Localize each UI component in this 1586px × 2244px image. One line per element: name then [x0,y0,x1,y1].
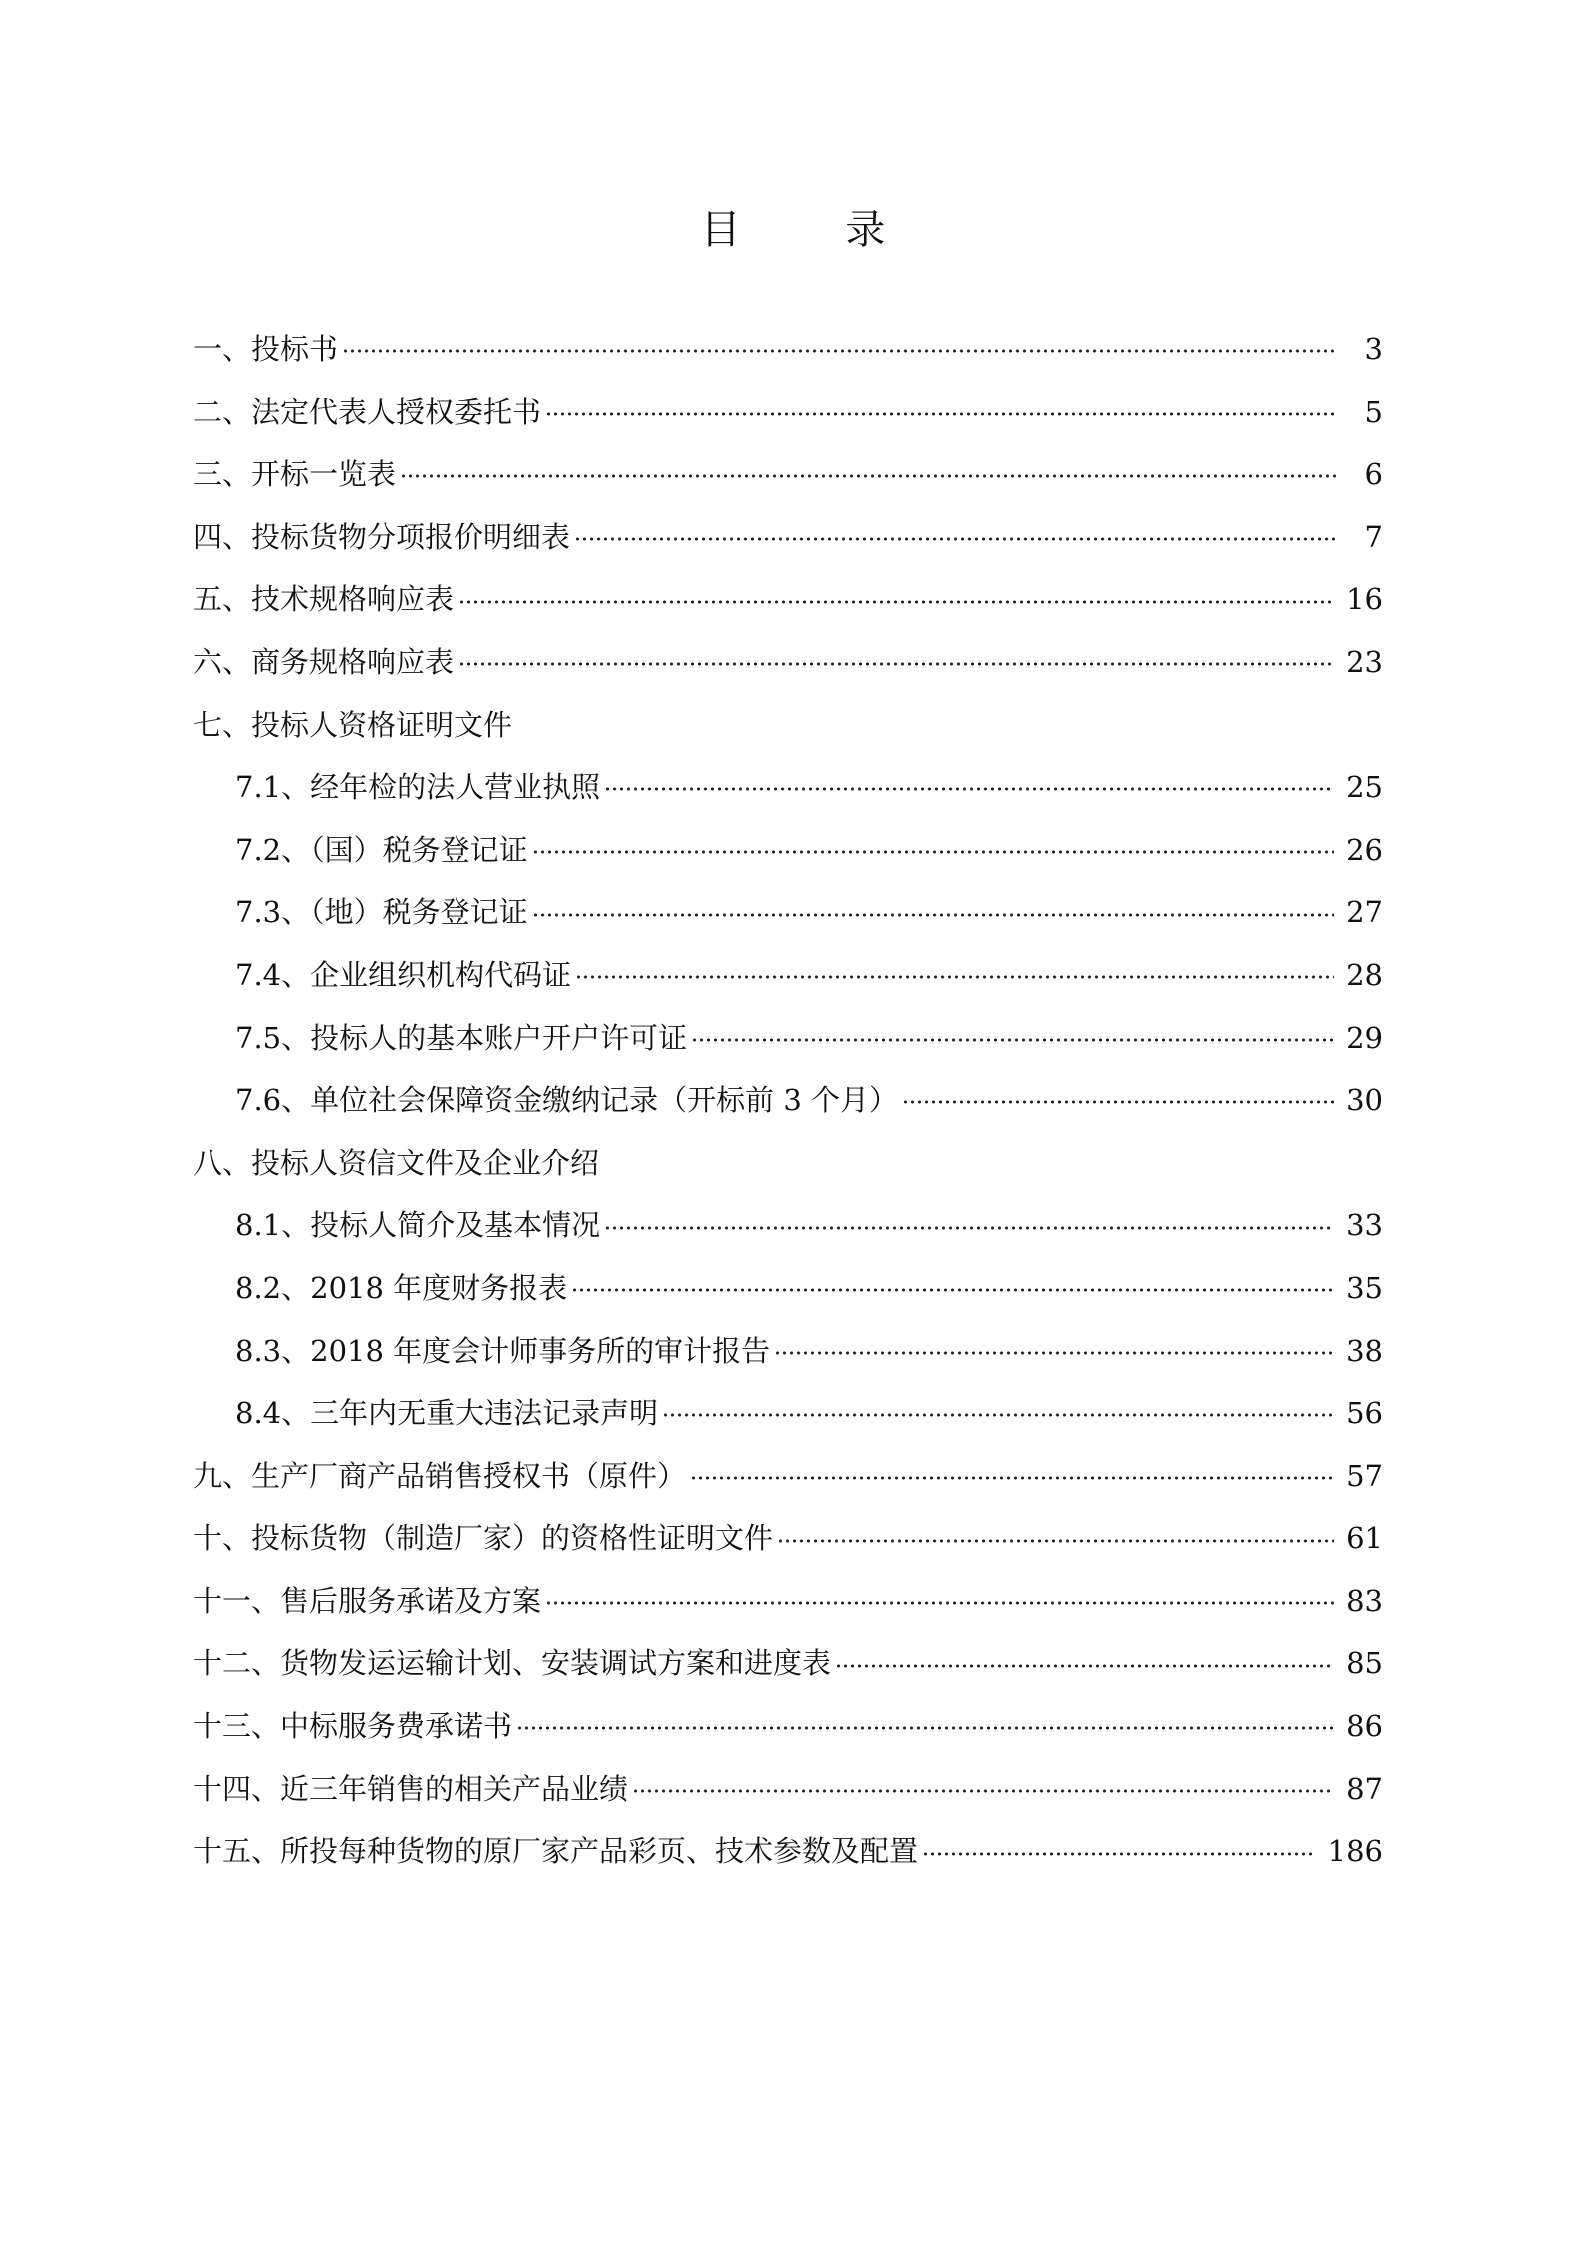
toc-entry[interactable] [193,944,1383,1007]
toc-dot-leader [575,975,1334,979]
toc-entry-label: 8.1、投标人简介及基本情况 [235,1208,601,1243]
toc-dot-leader [691,1038,1334,1042]
toc-entry-label: 一、投标书 [193,332,339,366]
toc-dot-leader [774,1351,1334,1355]
toc-entry-page-number: 30 [1346,1083,1383,1118]
toc-entry[interactable] [193,1007,1383,1070]
toc-entry-page-number: 85 [1346,1646,1383,1681]
toc-entry-label: 十、投标货物（制造厂家）的资格性证明文件 [193,1521,774,1556]
toc-dot-leader [574,537,1337,541]
toc-entry[interactable] [193,1382,1383,1445]
toc-entry[interactable] [193,1257,1383,1320]
toc-entry-page-number: 26 [1346,832,1383,867]
toc-entry[interactable] [193,1507,1383,1570]
toc-entry[interactable] [193,443,1383,506]
toc-dot-leader [342,349,1337,353]
toc-dot-leader [400,474,1337,478]
toc-entry-page-number: 25 [1346,770,1383,805]
toc-entry-label: 七、投标人资格证明文件 [193,707,513,742]
toc-entry-page-number: 5 [1364,394,1383,429]
toc-entry-label: 7.4、企业组织机构代码证 [235,957,572,992]
toc-entry-label: 四、投标货物分项报价明细表 [193,519,571,554]
toc-entry-page-number: 35 [1346,1270,1383,1305]
toc-dot-leader [516,1726,1334,1730]
toc-entry-label: 7.1、经年检的法人营业执照 [235,770,601,805]
toc-entry[interactable] [193,631,1383,694]
toc-entry-page-number: 7 [1364,519,1383,554]
toc-entry-label: 十五、所投每种货物的原厂家产品彩页、技术参数及配置 [193,1834,919,1869]
toc-section-heading[interactable] [193,1132,1383,1195]
toc-entry-page-number: 3 [1364,332,1383,366]
toc-entry-label: 五、技术规格响应表 [193,582,455,617]
toc-entry[interactable] [193,756,1383,819]
toc-entry-page-number: 23 [1346,644,1383,679]
toc-entry[interactable] [193,318,1383,381]
toc-dot-leader [571,1288,1334,1292]
toc-dot-leader [632,1789,1334,1793]
toc-dot-leader [458,600,1334,604]
toc-dot-leader [922,1852,1316,1856]
toc-entry-label: 十二、货物发运运输计划、安装调试方案和进度表 [193,1646,832,1681]
toc-entry[interactable] [193,1069,1383,1132]
toc-entry-label: 十四、近三年销售的相关产品业绩 [193,1771,629,1806]
toc-section-heading[interactable] [193,694,1383,757]
toc-entry-label: 三、开标一览表 [193,457,397,492]
toc-entry[interactable] [193,568,1383,631]
toc-entry[interactable] [193,881,1383,944]
toc-entry-page-number: 57 [1346,1458,1383,1493]
toc-dot-leader [604,787,1334,791]
toc-dot-leader [777,1539,1334,1543]
toc-entry-label: 7.2、（国）税务登记证 [235,832,528,867]
toc-entry-page-number: 83 [1346,1583,1383,1618]
toc-entry-page-number: 186 [1327,1834,1383,1869]
toc-entry-label: 8.2、2018 年度财务报表 [235,1270,568,1305]
toc-entry-label: 7.6、单位社会保障资金缴纳记录（开标前 3 个月） [235,1083,899,1118]
toc-entry[interactable] [193,1820,1383,1883]
toc-entry[interactable] [193,1695,1383,1758]
toc-entry-label: 八、投标人资信文件及企业介绍 [193,1145,600,1180]
toc-dot-leader [604,1226,1334,1230]
toc-dot-leader [458,662,1334,666]
toc-entry-label: 十一、售后服务承诺及方案 [193,1583,542,1618]
toc-entry[interactable] [193,819,1383,882]
toc-dot-leader [662,1413,1334,1417]
toc-dot-leader [532,850,1334,854]
toc-dot-leader [902,1100,1334,1104]
page-title: 目 录 [700,207,932,253]
toc-entry[interactable] [193,506,1383,569]
toc-dot-leader [545,1601,1334,1605]
toc-dot-leader [545,412,1337,416]
toc-dot-leader [532,913,1334,917]
toc-dot-leader [690,1476,1334,1480]
toc-entry[interactable] [193,1445,1383,1508]
table-of-contents [193,318,1383,1883]
toc-entry-page-number: 33 [1346,1208,1383,1243]
toc-dot-leader [835,1664,1334,1668]
toc-entry[interactable] [193,1570,1383,1633]
toc-entry[interactable] [193,1194,1383,1257]
toc-entry-page-number: 56 [1346,1396,1383,1431]
toc-entry-page-number: 16 [1346,582,1383,617]
toc-entry-page-number: 38 [1346,1333,1383,1368]
toc-entry[interactable] [193,381,1383,444]
toc-entry-page-number: 86 [1346,1709,1383,1744]
toc-entry-label: 8.4、三年内无重大违法记录声明 [235,1396,659,1431]
toc-entry[interactable] [193,1758,1383,1821]
toc-entry-label: 8.3、2018 年度会计师事务所的审计报告 [235,1333,771,1368]
toc-entry-label: 7.3、（地）税务登记证 [235,895,528,930]
toc-entry-page-number: 6 [1364,457,1383,492]
toc-entry-page-number: 87 [1346,1771,1383,1806]
toc-entry[interactable] [193,1320,1383,1383]
toc-entry-page-number: 61 [1346,1521,1383,1556]
toc-entry-page-number: 27 [1346,895,1383,930]
toc-entry-label: 六、商务规格响应表 [193,644,455,679]
toc-entry-page-number: 29 [1346,1020,1383,1055]
toc-entry-label: 十三、中标服务费承诺书 [193,1709,513,1744]
toc-entry-label: 九、生产厂商产品销售授权书（原件） [193,1458,687,1493]
toc-entry-label: 7.5、投标人的基本账户开户许可证 [235,1020,688,1055]
toc-entry-label: 二、法定代表人授权委托书 [193,394,542,429]
toc-entry-page-number: 28 [1346,957,1383,992]
toc-entry[interactable] [193,1632,1383,1695]
